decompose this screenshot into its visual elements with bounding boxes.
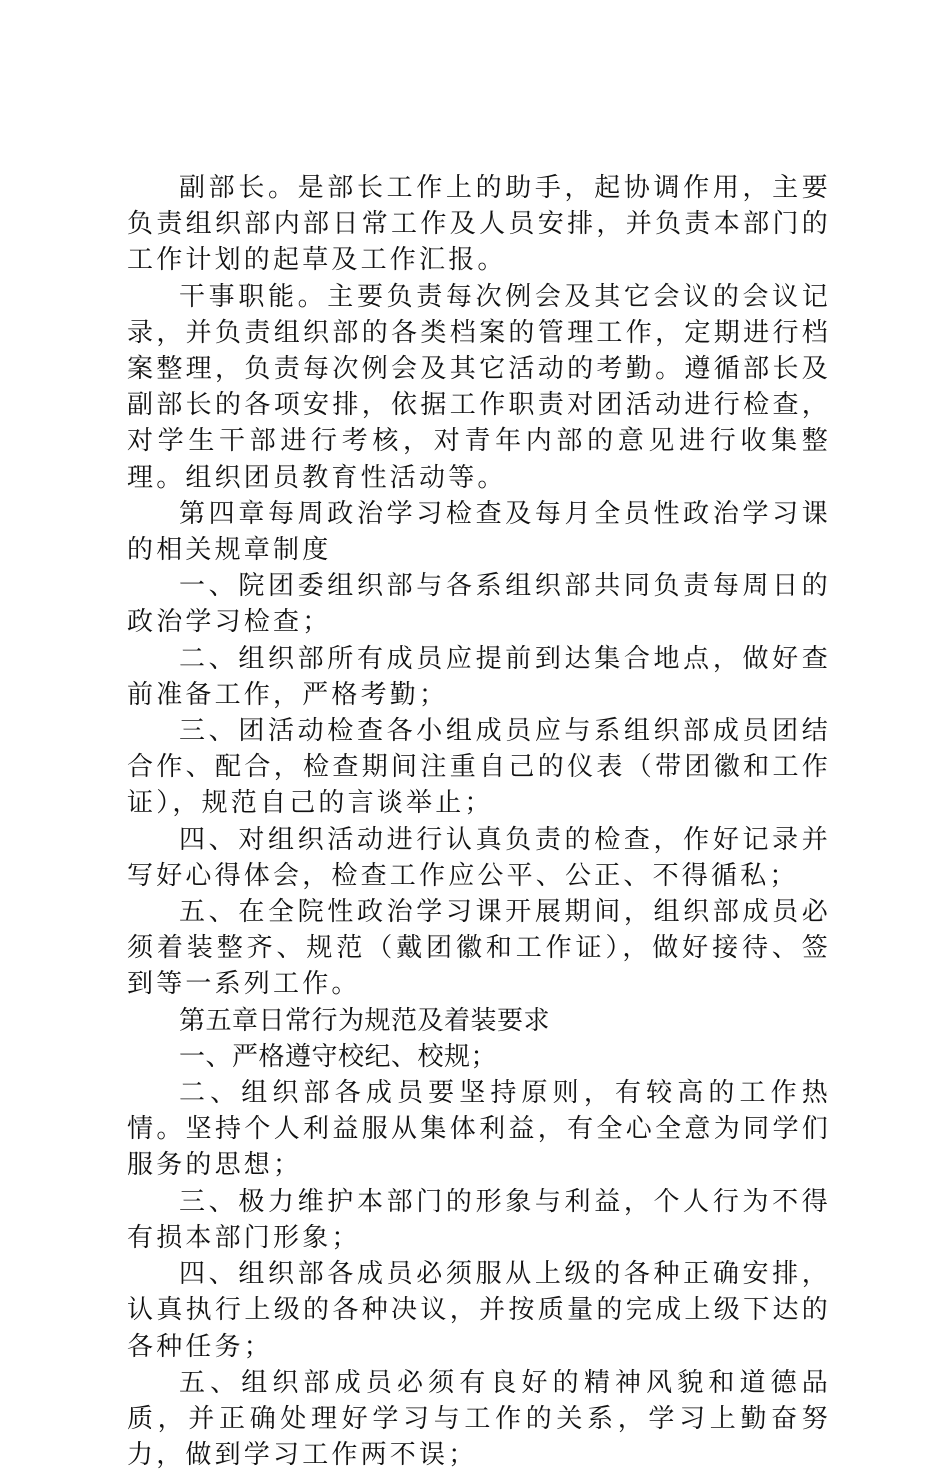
paragraph-deputy-director: 副部长。是部长工作上的助手，起协调作用，主要负责组织部内部日常工作及人员安排，并负责本部门的工作计划的起草及工作汇报。: [127, 173, 831, 276]
chapter-four-title: 第四章每周政治学习检查及每月全员性政治学习课的相关规章制度: [127, 498, 831, 566]
chapter-five-item-4: 四、组织部各成员必须服从上级的各种正确安排，认真执行上级的各种决议，并按质量的完成上级下达的各种任务；: [127, 1259, 831, 1362]
chapter-five-item-3: 三、极力维护本部门的形象与利益，个人行为不得有损本部门形象；: [127, 1186, 831, 1253]
chapter-five-item-2: 二、组织部各成员要坚持原则，有较高的工作热情。坚持个人利益服从集体利益，有全心全意为同学们服务的思想；: [127, 1078, 831, 1181]
chapter-four-item-4: 四、对组织活动进行认真负责的检查，作好记录并写好心得体会，检查工作应公平、公正、不得循私；: [127, 824, 831, 891]
chapter-five-item-1: 一、严格遵守校纪、校规；: [179, 1041, 498, 1072]
chapter-four-item-1: 一、院团委组织部与各系组织部共同负责每周日的政治学习检查；: [127, 571, 831, 638]
chapter-four-item-5: 五、在全院性政治学习课开展期间，组织部成员必须着装整齐、规范（戴团徽和工作证），做好接待、签到等一系列工作。: [127, 897, 831, 1000]
chapter-five-item-5: 五、组织部成员必须有良好的精神风貌和道德品质，并正确处理好学习与工作的关系，学习上勤奋努力，做到学习工作两不误；: [127, 1367, 831, 1471]
chapter-five-title: 第五章日常行为规范及着装要求: [179, 1005, 551, 1036]
chapter-four-item-3: 三、团活动检查各小组成员应与系组织部成员团结合作、配合，检查期间注重自己的仪表（带团徽和工作证），规范自己的言谈举止；: [127, 716, 831, 819]
document-body: [127, 170, 831, 1473]
chapter-four-item-2: 二、组织部所有成员应提前到达集合地点，做好查前准备工作，严格考勤；: [127, 643, 831, 710]
paragraph-staff-duties: 干事职能。主要负责每次例会及其它会议的会议记录，并负责组织部的各类档案的管理工作，定期进行档案整理，负责每次例会及其它活动的考勤。遵循部长及副部长的各项安排，依据工作职责对团活动进行检查，对学生干部进行考核，对青年内部的意见进行收集整理。组织团员教育性活动等。: [127, 281, 831, 493]
